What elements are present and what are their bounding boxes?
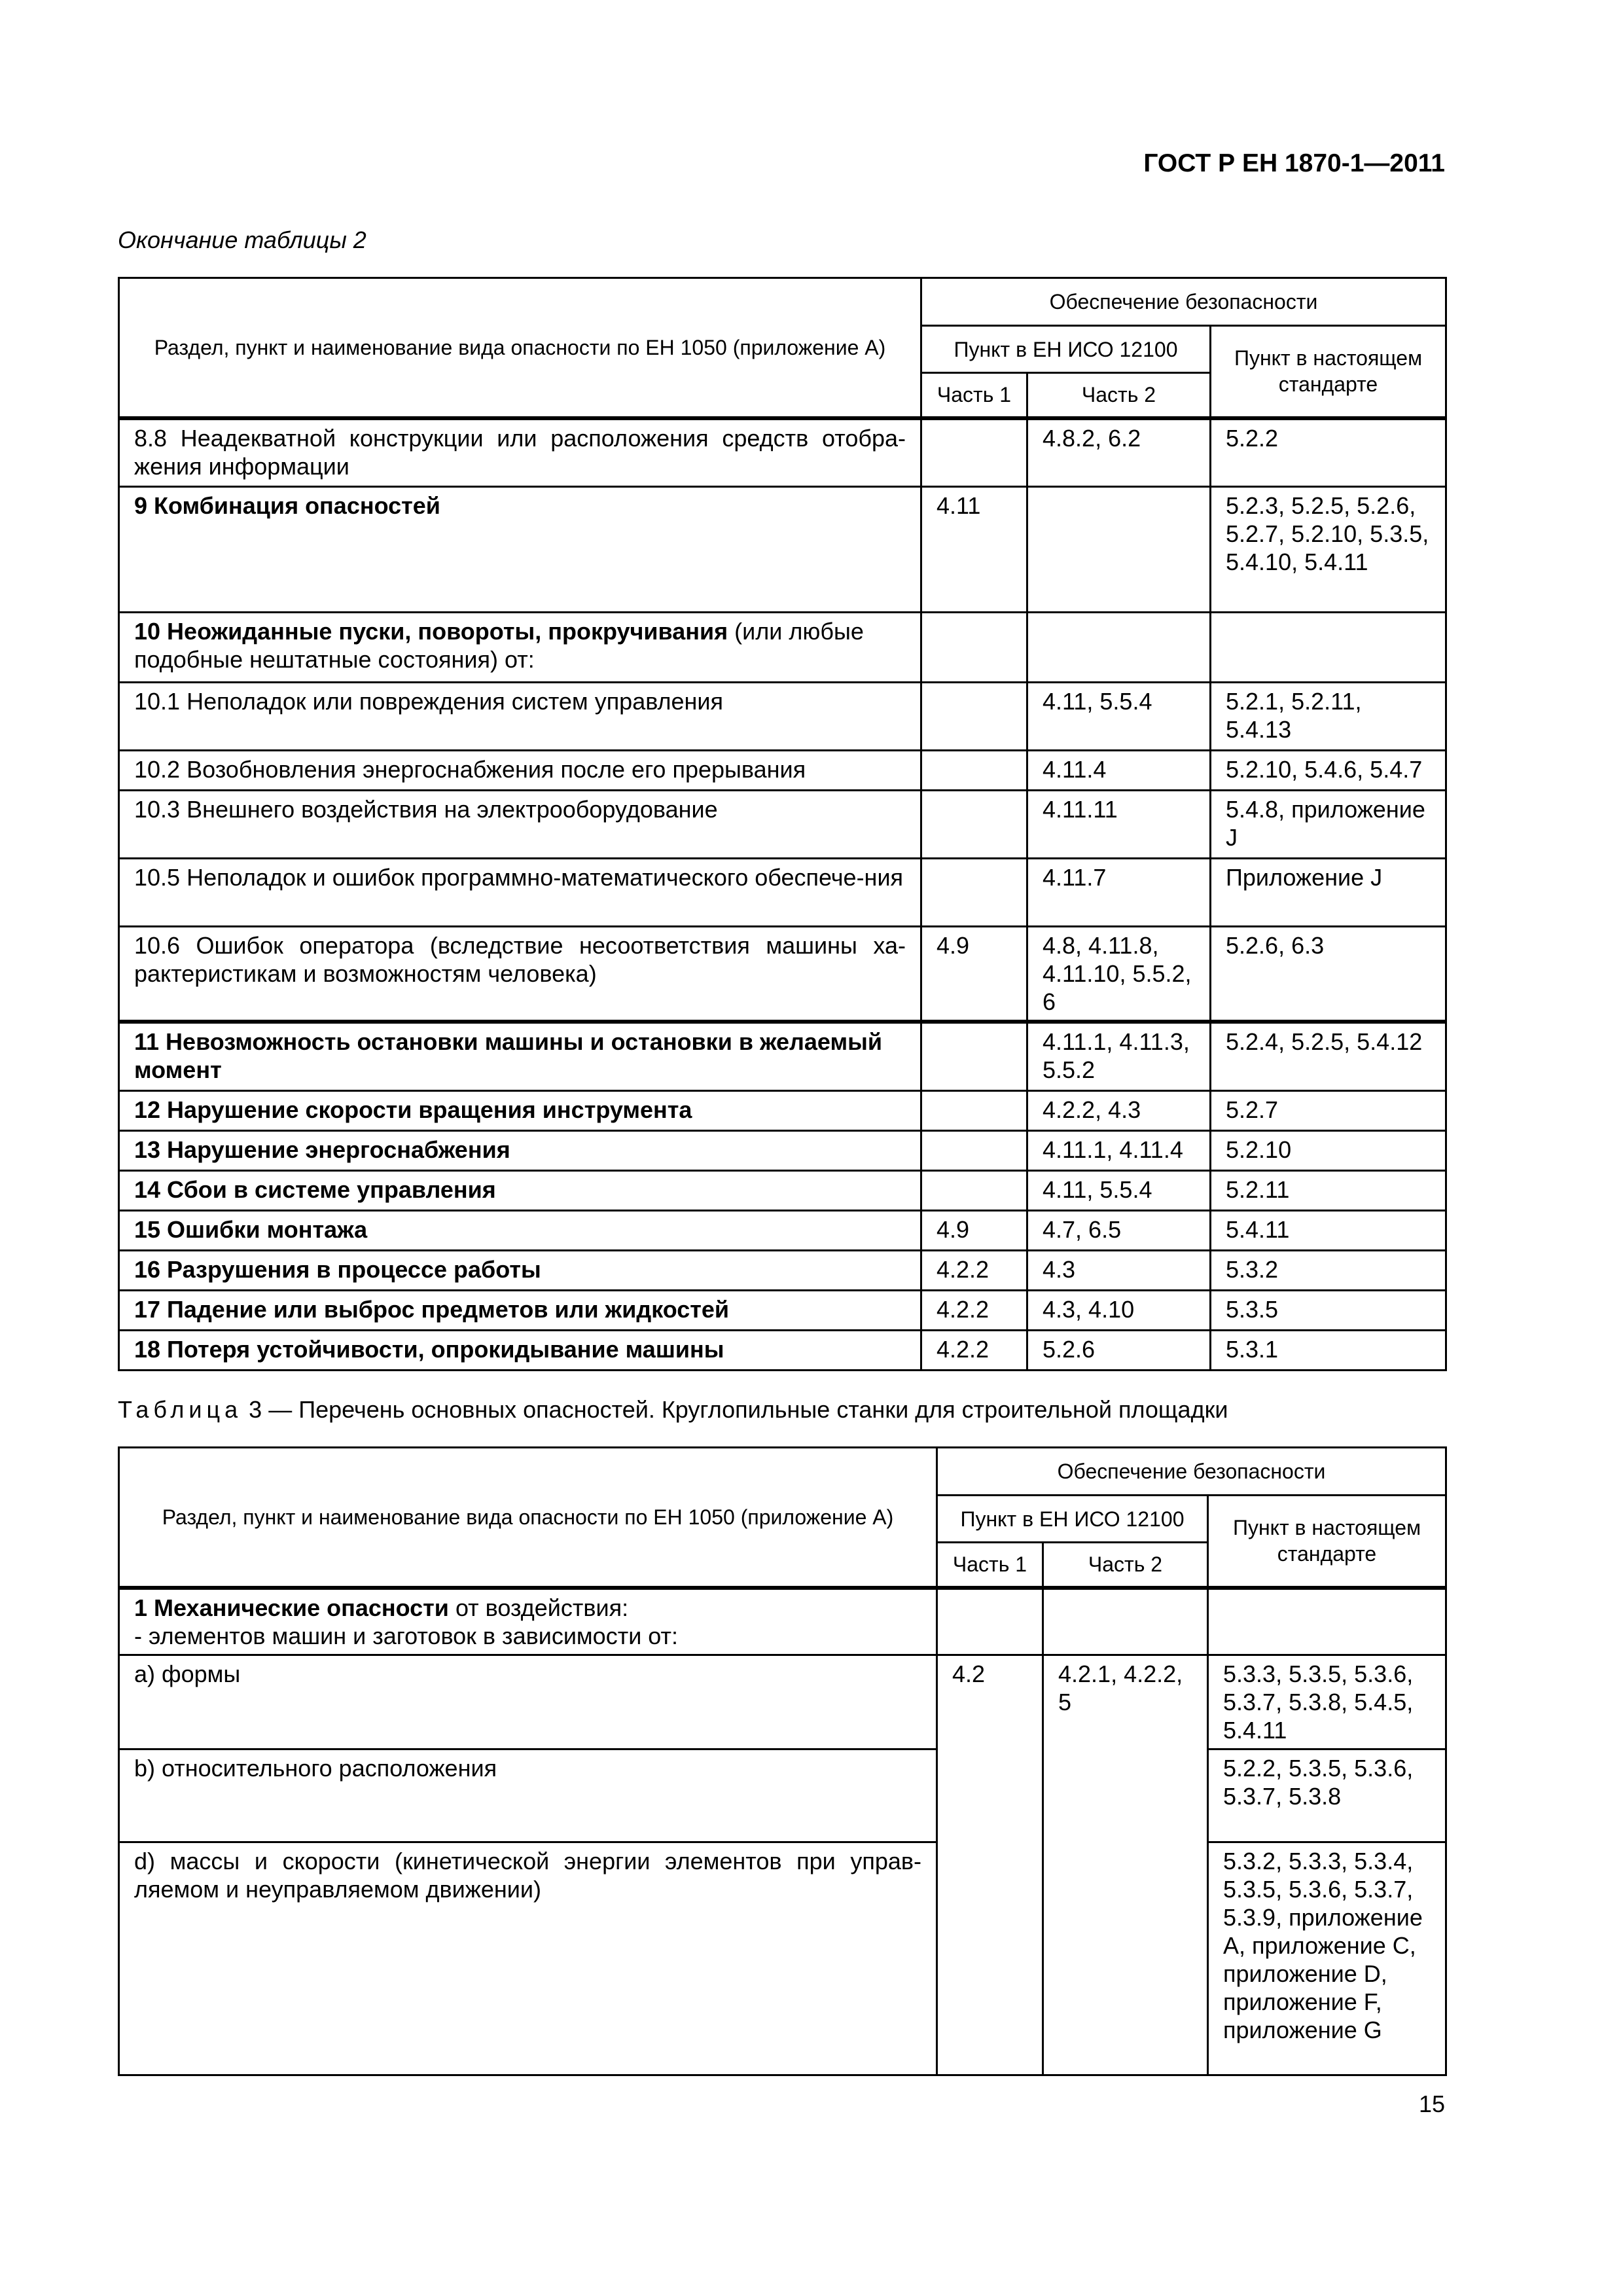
standard-cell [1208, 1588, 1446, 1655]
hazard-cell: 11 Невозможность остановки машины и остановки в желаемый момент [119, 1022, 921, 1090]
hazard-cell: 15 Ошибки монтажа [119, 1210, 921, 1250]
hazard-cell: 13 Нарушение энергоснабжения [119, 1130, 921, 1170]
standard-cell: 5.2.1, 5.2.11, 5.4.13 [1211, 683, 1446, 751]
standard-cell: 5.3.5 [1211, 1290, 1446, 1330]
hazard-cell: 12 Нарушение скорости вращения инструмента [119, 1090, 921, 1130]
table-row [119, 613, 1446, 683]
part1-cell [921, 791, 1027, 859]
hazard-group-cell: 1 Механические опасности от воздействия: - элементов машин и заготовок в зависимости от: [119, 1588, 937, 1655]
standard-cell: Приложение J [1211, 859, 1446, 927]
part1-cell [921, 751, 1027, 791]
part1-cell [921, 1090, 1027, 1130]
part2-cell: 4.11, 5.5.4 [1027, 1170, 1211, 1210]
part2-cell: 4.11.1, 4.11.4 [1027, 1130, 1211, 1170]
standard-cell: 5.2.7 [1211, 1090, 1446, 1130]
standard-cell: 5.4.8, приложение J [1211, 791, 1446, 859]
hazard-cell: d) массы и скорости (кинетической энергии элементов при управ-ляемом и неуправляемом движении) [119, 1842, 937, 2075]
part2-cell: 5.2.6 [1027, 1330, 1211, 1370]
part2-cell: 4.2.2, 4.3 [1027, 1090, 1211, 1130]
standard-cell: 5.2.10, 5.4.6, 5.4.7 [1211, 751, 1446, 791]
part2-cell: 4.11.11 [1027, 791, 1211, 859]
table-row [119, 1655, 1446, 1749]
part2-cell: 4.3 [1027, 1250, 1211, 1290]
header-part-2: Часть 2 [1043, 1543, 1208, 1588]
hazards-table-3 [118, 1446, 1447, 2076]
table-row [119, 1170, 1446, 1210]
hazard-cell: 16 Разрушения в процессе работы [119, 1250, 921, 1290]
header-safety-provision: Обеспечение безопасности [937, 1448, 1446, 1496]
part2-cell: 4.8, 4.11.8, 4.11.10, 5.5.2, 6 [1027, 927, 1211, 1022]
hazard-cell: b) относительного расположения [119, 1749, 937, 1842]
part1-cell: 4.9 [921, 927, 1027, 1022]
standard-cell: 5.4.11 [1211, 1210, 1446, 1250]
standard-cell: 5.2.10 [1211, 1130, 1446, 1170]
header-hazard-section: Раздел, пункт и наименование вида опасности по ЕН 1050 (приложение А) [119, 1448, 937, 1588]
hazard-cell: 10 Неожиданные пуски, повороты, прокручивания (или любые подобные нештатные состояния) от: [119, 613, 921, 683]
table-row [119, 791, 1446, 859]
table-row [119, 859, 1446, 927]
part2-cell: 4.7, 6.5 [1027, 1210, 1211, 1250]
hazard-cell: 8.8 Неадекватной конструкции или расположения средств отобра-жения информации [119, 418, 921, 487]
hazard-cell: 17 Падение или выброс предметов или жидкостей [119, 1290, 921, 1330]
table-row [119, 683, 1446, 751]
part2-cell: 4.3, 4.10 [1027, 1290, 1211, 1330]
standard-cell: 5.2.11 [1211, 1170, 1446, 1210]
part1-cell: 4.11 [921, 487, 1027, 613]
standard-cell: 5.2.4, 5.2.5, 5.4.12 [1211, 1022, 1446, 1090]
table-row [119, 1210, 1446, 1250]
hazard-cell: 18 Потеря устойчивости, опрокидывание машины [119, 1330, 921, 1370]
table-row [119, 1842, 1446, 2075]
header-this-standard: Пункт в настоящем стандарте [1211, 326, 1446, 418]
hazard-cell: 10.1 Неполадок или повреждения систем управления [119, 683, 921, 751]
part1-cell: 4.2.2 [921, 1250, 1027, 1290]
standard-cell: 5.3.1 [1211, 1330, 1446, 1370]
table-row [119, 1090, 1446, 1130]
hazard-cell: 14 Сбои в системе управления [119, 1170, 921, 1210]
part1-cell [921, 1170, 1027, 1210]
table-row [119, 1022, 1446, 1090]
part2-cell: 4.2.1, 4.2.2, 5 [1043, 1655, 1208, 2075]
part1-cell [921, 418, 1027, 487]
table-row [119, 1588, 1446, 1655]
table-row [119, 1330, 1446, 1370]
hazard-cell: 10.2 Возобновления энергоснабжения после его прерывания [119, 751, 921, 791]
table-row [119, 1250, 1446, 1290]
header-safety-provision: Обеспечение безопасности [921, 278, 1446, 326]
standard-cell [1211, 613, 1446, 683]
standard-cell: 5.3.3, 5.3.5, 5.3.6, 5.3.7, 5.3.8, 5.4.5, 5.4.11 [1208, 1655, 1446, 1749]
table-row [119, 751, 1446, 791]
hazards-table-2 [118, 277, 1447, 1371]
hazard-cell: 10.6 Ошибок оператора (вследствие несоответствия машины ха-рактеристикам и возможностям человека) [119, 927, 921, 1022]
part1-cell [921, 859, 1027, 927]
part1-cell [921, 683, 1027, 751]
header-part-2: Часть 2 [1027, 373, 1211, 418]
part2-cell: 4.11.4 [1027, 751, 1211, 791]
part2-cell [1027, 613, 1211, 683]
table-row [119, 1749, 1446, 1842]
table-row [119, 927, 1446, 1022]
standard-cell: 5.2.6, 6.3 [1211, 927, 1446, 1022]
table-continuation-label: Окончание таблицы 2 [118, 226, 366, 253]
part1-cell [921, 1022, 1027, 1090]
hazard-cell: 10.3 Внешнего воздействия на электрооборудование [119, 791, 921, 859]
part1-cell: 4.2.2 [921, 1290, 1027, 1330]
part1-cell: 4.2.2 [921, 1330, 1027, 1370]
header-iso-clause: Пункт в ЕН ИСО 12100 [937, 1496, 1208, 1543]
part2-cell: 4.11.1, 4.11.3, 5.5.2 [1027, 1022, 1211, 1090]
part1-cell [921, 613, 1027, 683]
header-iso-clause: Пункт в ЕН ИСО 12100 [921, 326, 1211, 373]
standard-cell: 5.2.2, 5.3.5, 5.3.6, 5.3.7, 5.3.8 [1208, 1749, 1446, 1842]
table-row [119, 418, 1446, 487]
table-row [119, 1130, 1446, 1170]
part1-cell [937, 1588, 1043, 1655]
part1-cell [921, 1130, 1027, 1170]
standard-cell: 5.2.2 [1211, 418, 1446, 487]
header-hazard-section: Раздел, пункт и наименование вида опасности по ЕН 1050 (приложение А) [119, 278, 921, 418]
table-row [119, 1290, 1446, 1330]
part2-cell: 4.8.2, 6.2 [1027, 418, 1211, 487]
standard-cell: 5.3.2 [1211, 1250, 1446, 1290]
part2-cell: 4.11.7 [1027, 859, 1211, 927]
header-this-standard: Пункт в настоящем стандарте [1208, 1496, 1446, 1588]
document-code: ГОСТ Р ЕН 1870-1—2011 [1143, 149, 1445, 177]
hazard-cell: а) формы [119, 1655, 937, 1749]
hazard-cell: 10.5 Неполадок и ошибок программно-математического обеспече-ния [119, 859, 921, 927]
part2-cell [1027, 487, 1211, 613]
header-part-1: Часть 1 [937, 1543, 1043, 1588]
part1-cell: 4.9 [921, 1210, 1027, 1250]
part2-cell [1043, 1588, 1208, 1655]
header-part-1: Часть 1 [921, 373, 1027, 418]
standard-cell: 5.2.3, 5.2.5, 5.2.6, 5.2.7, 5.2.10, 5.3.5, 5.4.10, 5.4.11 [1211, 487, 1446, 613]
part1-cell: 4.2 [937, 1655, 1043, 2075]
standard-cell: 5.3.2, 5.3.3, 5.3.4, 5.3.5, 5.3.6, 5.3.7, 5.3.9, приложение А, приложение С, приложение D, приложение F, приложение G [1208, 1842, 1446, 2075]
page-number: 15 [1418, 2090, 1445, 2117]
hazard-cell: 9 Комбинация опасностей [119, 487, 921, 613]
table-3-caption: Таблица 3 — Перечень основных опасностей. Круглопильные станки для строительной площадки [118, 1396, 1228, 1423]
part2-cell: 4.11, 5.5.4 [1027, 683, 1211, 751]
table-row [119, 487, 1446, 613]
